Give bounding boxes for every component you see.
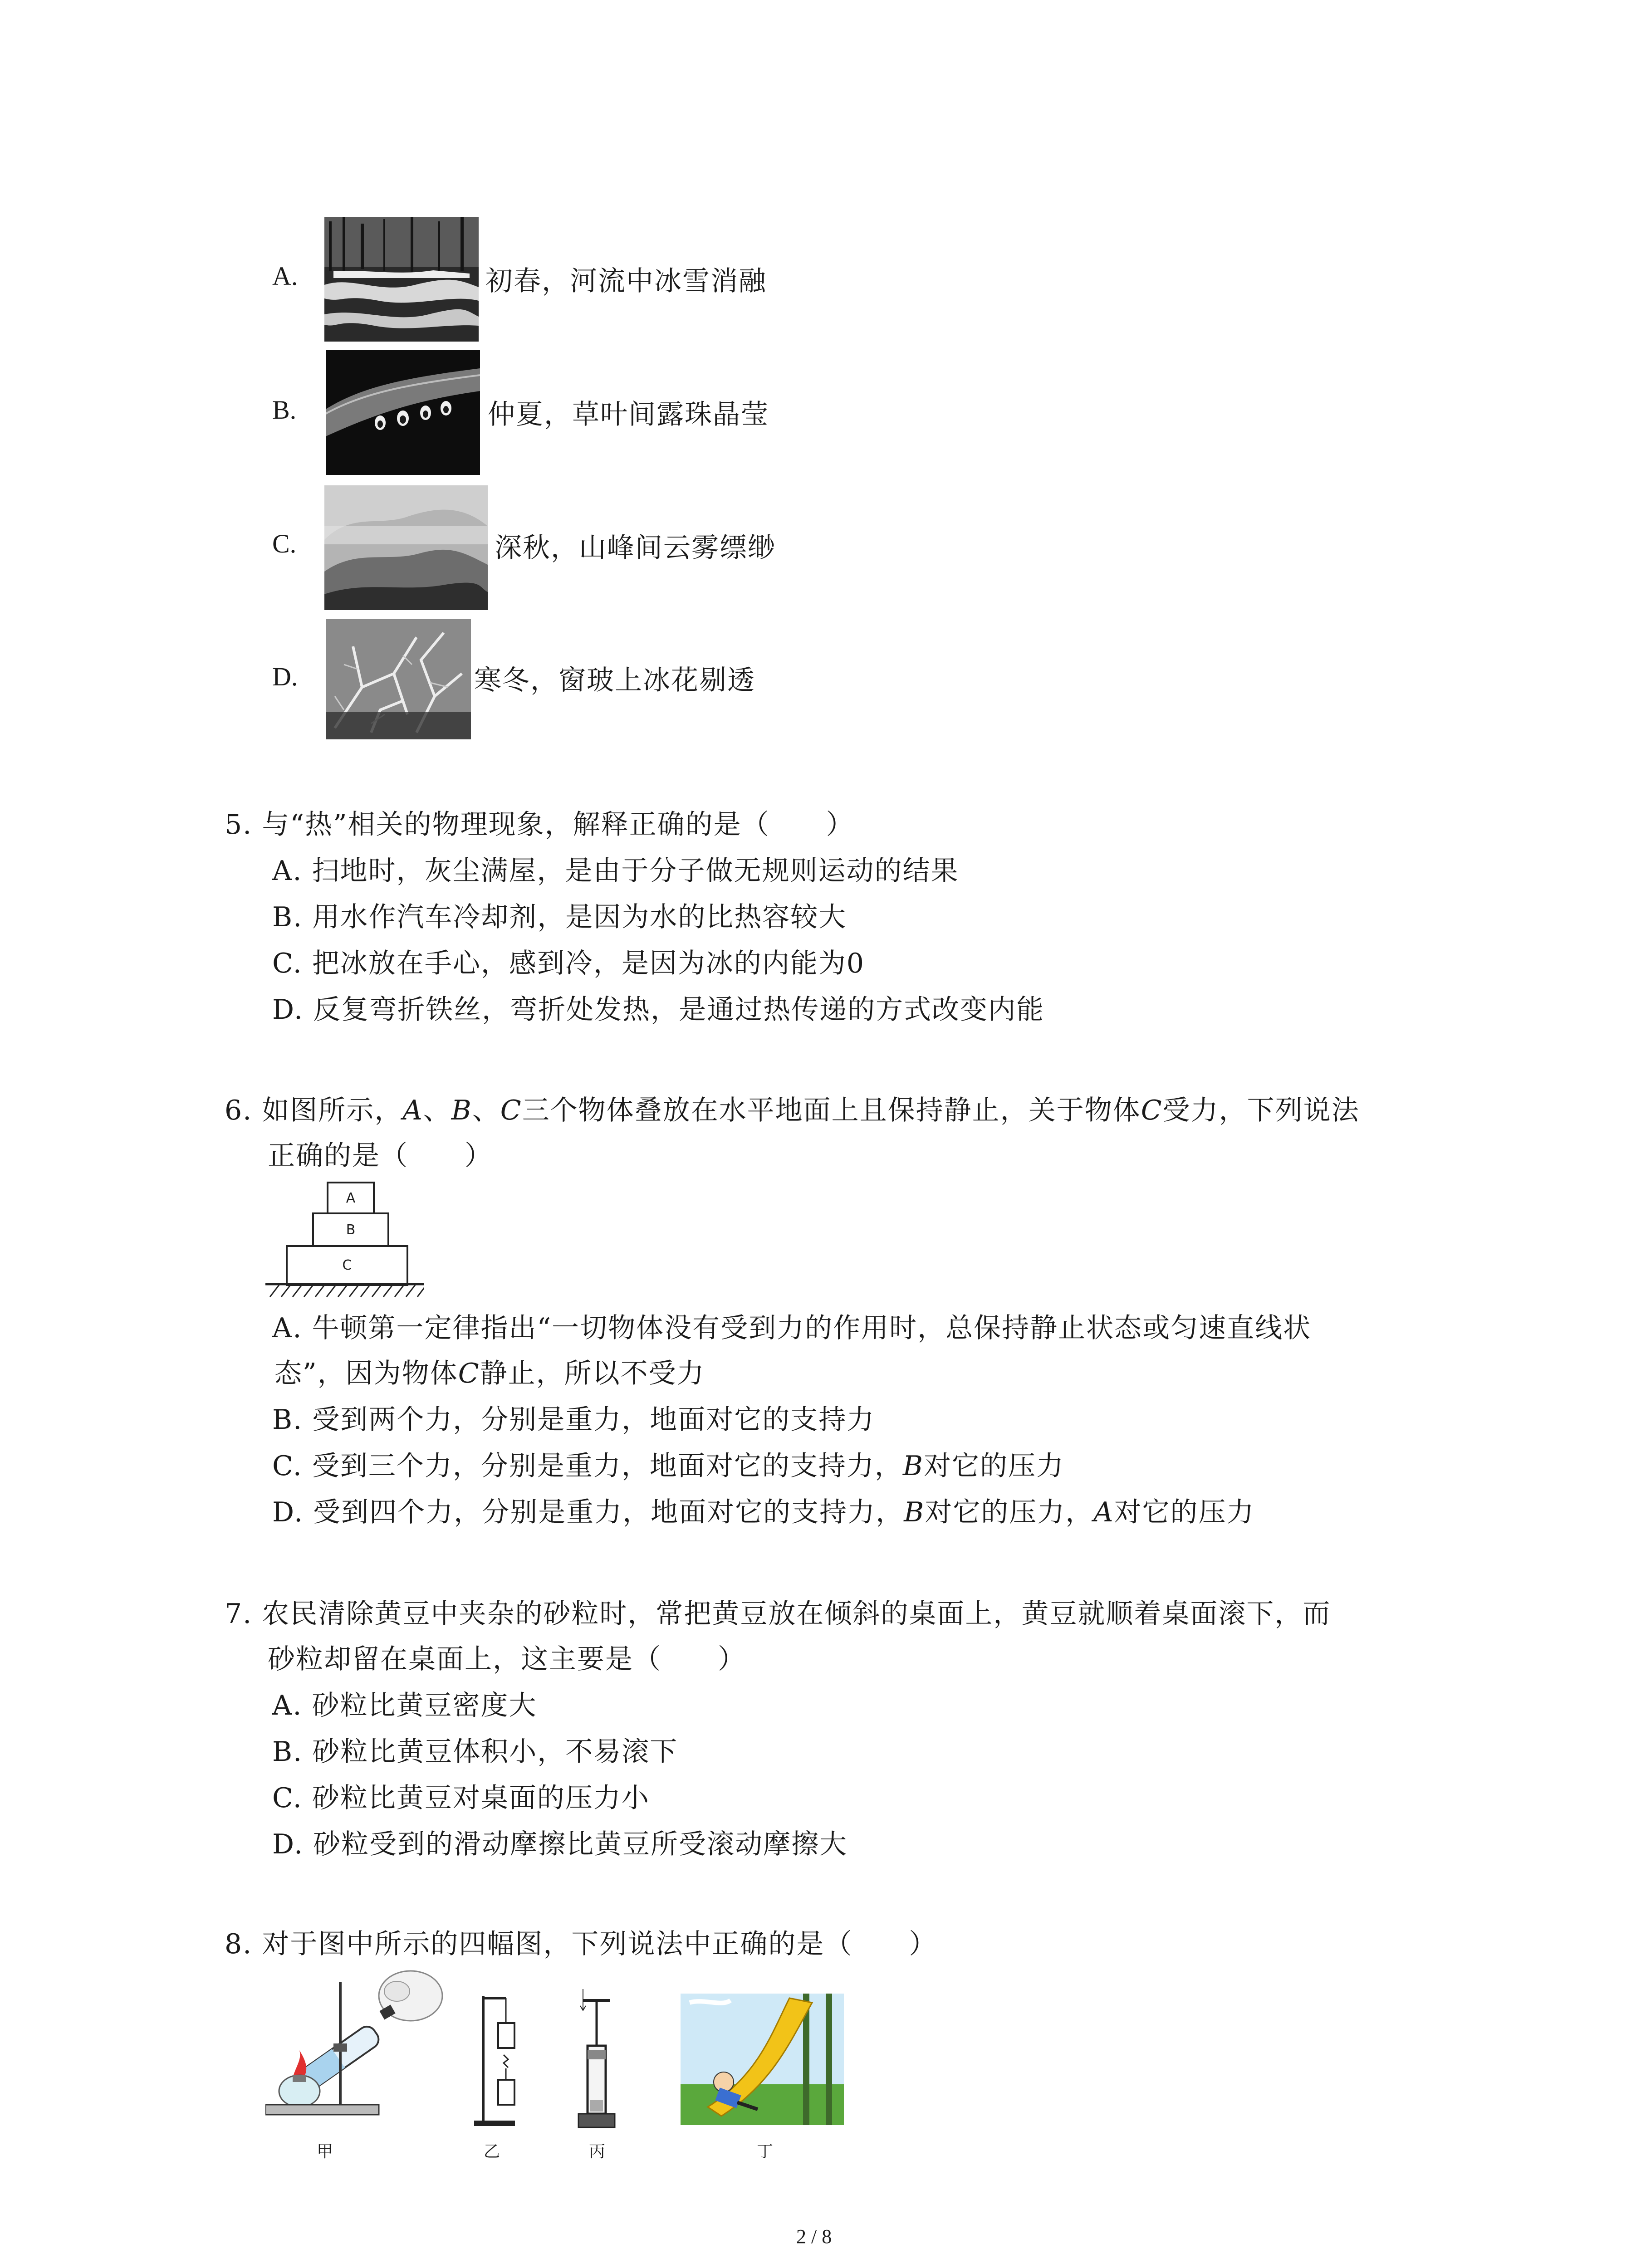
figure-label-ding: 丁 — [757, 2142, 774, 2161]
option-b: B. 受到两个力，分别是重力，地面对它的支持力 — [272, 1404, 875, 1436]
page-number: 2 / 8 — [796, 2225, 832, 2248]
test-tube-heating-figure — [265, 1964, 447, 2132]
option-a: A. 砂粒比黄豆密度大 — [272, 1690, 537, 1721]
melting-river-photo — [324, 217, 479, 342]
option-a: A. 牛顿第一定律指出“一切物体没有受到力的作用时，总保持静止状态或匀速直线状 — [272, 1312, 1312, 1344]
option-c: C. 砂粒比黄豆对桌面的压力小 — [272, 1782, 650, 1814]
option-text: 寒冬，窗玻上冰花剔透 — [474, 665, 755, 696]
option-letter: A. — [272, 261, 298, 291]
option-c — [272, 1444, 1064, 1483]
hanging-weights-figure — [472, 1991, 522, 2127]
option-text: C. 受到三个力，分别是重力，地面对它的支持力， — [272, 1450, 903, 1482]
option-b: B. 用水作汽车冷却剂，是因为水的比热容较大 — [272, 901, 847, 933]
block-b — [312, 1212, 389, 1248]
block-a — [327, 1182, 375, 1215]
question-stem-line2: 砂粒却留在桌面上，这主要是（ ） — [268, 1643, 746, 1675]
option-text: 对它的压力 — [924, 1450, 1065, 1482]
stem-text: 6. 如图所示， — [225, 1095, 403, 1126]
option-var-b: B — [904, 1496, 925, 1528]
option-letter: B. — [272, 395, 297, 425]
option-letter: C. — [272, 529, 297, 558]
ground-hatching — [265, 1283, 424, 1301]
option-text: 对它的压力 — [1114, 1496, 1255, 1528]
option-text: 对它的压力， — [925, 1496, 1094, 1528]
stem-var-c: C — [500, 1095, 522, 1126]
option-letter: D. — [272, 662, 298, 691]
block-b-label: B — [346, 1222, 356, 1238]
question-stem: 8. 对于图中所示的四幅图，下列说法中正确的是（ ） — [225, 1928, 937, 1960]
option-var-b: B — [902, 1450, 924, 1482]
air-compression-figure — [574, 1982, 619, 2132]
option-d — [272, 1491, 1255, 1530]
option-b: B. 砂粒比黄豆体积小，不易滚下 — [272, 1736, 678, 1768]
option-var-a: A — [1093, 1496, 1114, 1528]
misty-mountain-photo — [324, 485, 488, 610]
child-on-slide-figure — [681, 1994, 844, 2125]
stem-sep: 、 — [472, 1095, 500, 1126]
option-d: D. 反复弯折铁丝，弯折处发热，是通过热传递的方式改变内能 — [272, 994, 1045, 1026]
question-stem — [225, 1089, 1360, 1128]
stem-sep: 、 — [423, 1095, 451, 1126]
option-text: D. 受到四个力，分别是重力，地面对它的支持力， — [272, 1496, 904, 1528]
figure-label-jia: 甲 — [317, 2142, 333, 2161]
option-text: 仲夏，草叶间露珠晶莹 — [488, 399, 769, 430]
option-var-c: C — [458, 1358, 480, 1389]
option-text: 态”，因为物体 — [274, 1358, 458, 1389]
option-a: A. 扫地时，灰尘满屋，是由于分子做无规则运动的结果 — [272, 855, 959, 887]
option-d: D. 砂粒受到的滑动摩擦比黄豆所受滚动摩擦大 — [272, 1828, 848, 1860]
block-c-label: C — [342, 1257, 352, 1273]
stem-text: 三个物体叠放在水平地面上且保持静止，关于物体 — [522, 1095, 1141, 1126]
option-c: C. 把冰放在手心，感到冷，是因为冰的内能为0 — [272, 948, 865, 979]
stem-var-a: A — [402, 1095, 423, 1126]
dew-leaf-photo — [326, 350, 480, 475]
stem-var-b: B — [451, 1095, 472, 1126]
option-text: 静止，所以不受力 — [480, 1358, 705, 1389]
option-text: 初春，河流中冰雪消融 — [485, 265, 767, 297]
stem-text: 受力，下列说法 — [1162, 1095, 1360, 1126]
frost-window-photo — [326, 619, 471, 739]
question-stem: 7. 农民清除黄豆中夹杂的砂粒时，常把黄豆放在倾斜的桌面上，黄豆就顺着桌面滚下，而 — [225, 1598, 1331, 1630]
stem-var-c: C — [1141, 1095, 1163, 1126]
block-a-label: A — [346, 1190, 356, 1206]
figure-label-yi: 乙 — [484, 2142, 500, 2161]
option-a-line2 — [274, 1352, 705, 1391]
figure-label-bing: 丙 — [589, 2142, 606, 2161]
option-text: 深秋，山峰间云雾缥缈 — [495, 532, 776, 564]
question-stem: 5. 与“热”相关的物理现象，解释正确的是（ ） — [225, 809, 854, 841]
question-stem-line2: 正确的是（ ） — [268, 1140, 493, 1172]
block-c — [286, 1245, 408, 1286]
